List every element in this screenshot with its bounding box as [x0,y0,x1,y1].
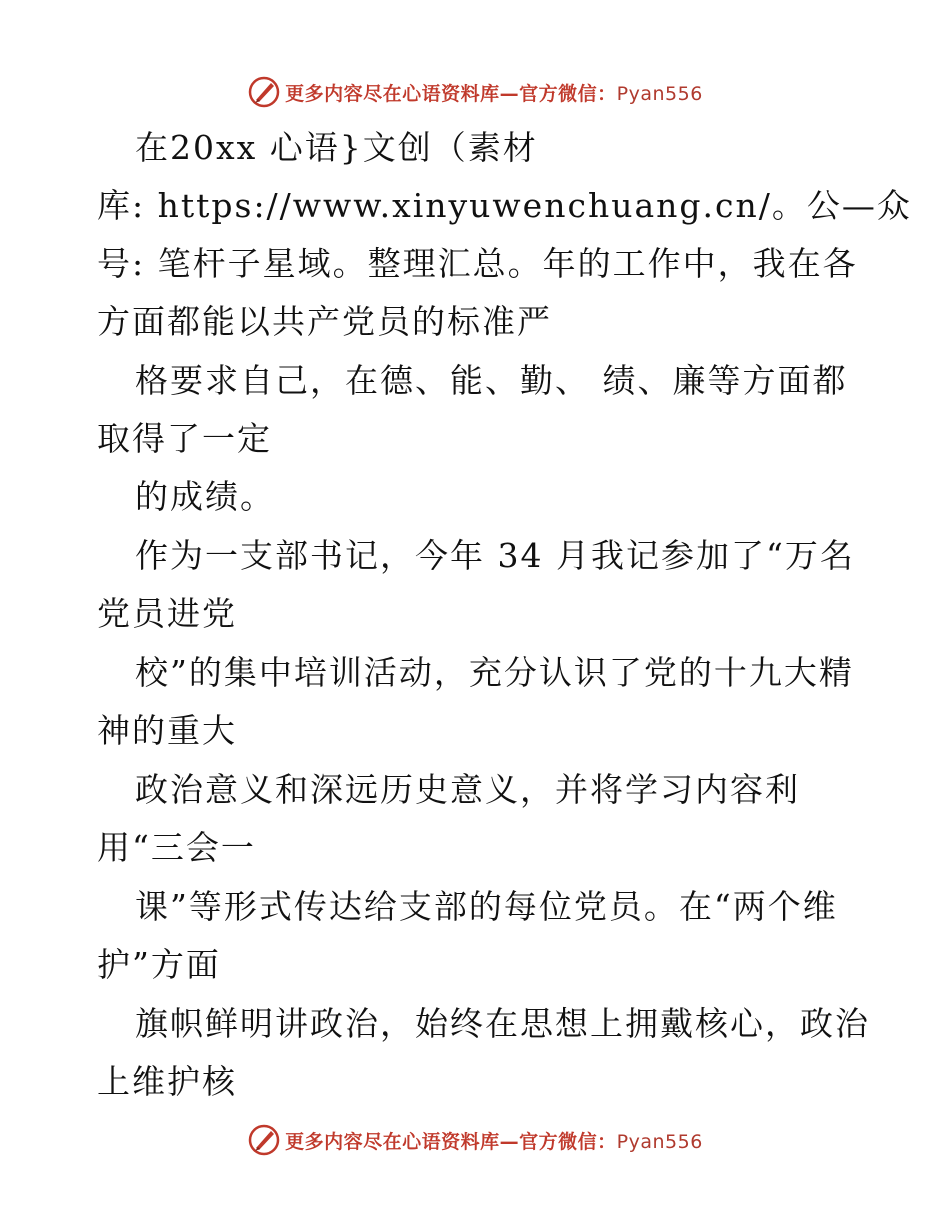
quill-pen-seal-icon [247,1123,281,1157]
header-watermark-banner [0,72,950,112]
text-line: 用“三会一 [97,828,256,867]
text-line: 号: 笔杆子星域。整理汇总。年的工作中，我在各 [97,244,858,283]
text-line: 护”方面 [97,945,221,984]
text-line: 旗帜鲜明讲政治，始终在思想上拥戴核心，政治 [135,1004,870,1043]
quill-pen-seal-icon [247,75,281,109]
text-line: 作为一支部书记，今年 34 月我记参加了“万名 [135,536,855,575]
watermark-text: 更多内容尽在心语资料库—官方微信：Pyan556 [285,1130,703,1153]
text-line: 校”的集中培训活动，充分认识了党的十九大精 [135,653,854,692]
text-line: 在20xx 心语}文创（素材 [135,128,538,167]
text-line: 方面都能以共产党员的标准严 [97,302,552,341]
text-line: 的成绩。 [135,477,275,516]
text-line: 党员进党 [97,594,237,633]
text-line: 格要求自己，在德、能、勤、 绩、廉等方面都 [135,361,848,400]
text-line: 神的重大 [97,711,237,750]
text-line: 取得了一定 [97,419,272,458]
watermark-text: 更多内容尽在心语资料库—官方微信：Pyan556 [285,82,703,105]
text-line: 库: https://www.xinyuwenchuang.cn/。公—众 [97,186,912,225]
footer-watermark-banner [0,1120,950,1160]
text-line: 政治意义和深远历史意义，并将学习内容利 [135,770,800,809]
text-line: 上维护核 [97,1062,237,1101]
text-line: 课”等形式传达给支部的每位党员。在“两个维 [135,887,838,926]
